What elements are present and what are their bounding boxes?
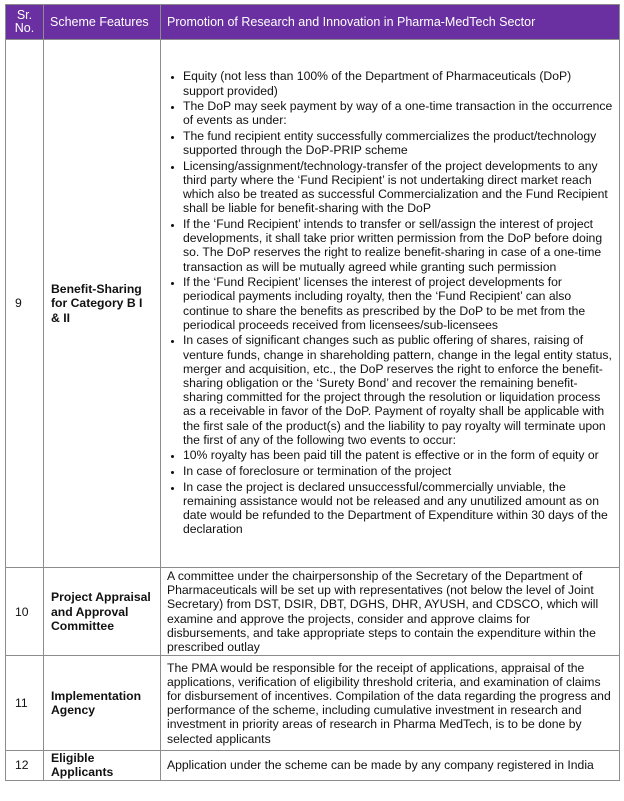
list-item: • In cases of significant changes such as public offering of shares, raising of venture funds, change in shareholding pattern, change in the legal entity status, merger and acquisition, etc., the DoP reserves the right to enforce the benefit-sharing obligation or the ‘Surety Bond’ and recover the remaining benefit-sharing committed for the project through the resolution or liquidation process as a receivable in favor of the DoP. Payment of royalty shall be applicable with the first sale of the product(s) and the liability to pay royalty will terminate upon the first of any of the following two events to occur:	[183, 333, 615, 447]
row-sr-no: 12	[6, 751, 44, 780]
row-sr-no: 9	[6, 40, 44, 568]
list-item: • In case the project is declared unsuccessful/commercially unviable, the remaining assistance would not be released and any unutilized amount as on date would be refunded to the Department of Expenditure within 30 days of the declaration	[183, 480, 615, 537]
row-feature: Project Appraisal and Approval Committee	[44, 568, 161, 656]
list-item: • In case of foreclosure or termination of the project	[183, 464, 615, 478]
table-row-benefit-sharing	[6, 40, 620, 568]
row-text: The PMA would be responsible for the receipt of applications, appraisal of the applications, verification of eligibility threshold criteria, and examination of claims for disbursement of incentives. Compilation of the data regarding the progress and performance of the scheme, including cumulative investment in research and investment in priority areas of research in Pharma MedTech, is to be done by selected applicants	[167, 660, 611, 746]
row-description	[161, 656, 620, 751]
table-row-implementation-agency	[6, 656, 620, 751]
row-description	[161, 40, 620, 568]
header-title: Promotion of Research and Innovation in Pharma-MedTech Sector	[161, 5, 620, 40]
row-feature: Implementation Agency	[44, 656, 161, 751]
scheme-table	[5, 4, 620, 781]
benefit-sharing-list	[167, 69, 615, 536]
table-row-eligible-applicants	[6, 751, 620, 780]
row-description	[161, 751, 620, 780]
header-sr-no: Sr. No.	[6, 5, 44, 40]
list-item: • If the ‘Fund Recipient’ licenses the interest of project developments for periodical payments including royalty, then the ‘Fund Recipient’ can also continue to share the benefits as prescribed by the DoP to be met from the periodical proceeds received from licensees/sub-licensees	[183, 275, 615, 332]
table-header-row	[6, 5, 620, 40]
table-row-appraisal-committee	[6, 568, 620, 656]
row-feature: Eligible Applicants	[44, 751, 161, 780]
list-item: • The fund recipient entity successfully commercializes the product/technology supported through the DoP-PRIP scheme	[183, 129, 615, 157]
list-item: • Licensing/assignment/technology-transfer of the project developments to any third party where the ‘Fund Recipient’ is not undertaking direct market reach which also be treated as successful Commercialization and the Fund Recipient shall be liable for benefit-sharing with the DoP	[183, 159, 615, 216]
row-text: Application under the scheme can be made by any company registered in India	[167, 758, 594, 773]
row-description	[161, 568, 620, 656]
header-scheme-features: Scheme Features	[44, 5, 161, 40]
list-item: • The DoP may seek payment by way of a one-time transaction in the occurrence of events as under:	[183, 99, 615, 127]
row-feature: Benefit-Sharing for Category B I & II	[44, 40, 161, 568]
row-sr-no: 11	[6, 656, 44, 751]
list-item: • If the ‘Fund Recipient’ intends to transfer or sell/assign the interest of project developments, it shall take prior written permission from the DoP before doing so. The DoP reserves the right to realize benefit-sharing in case of a one-time transaction as will be mutually agreed while granting such permission	[183, 217, 615, 274]
list-item: • 10% royalty has been paid till the patent is effective or in the form of equity or	[183, 448, 615, 462]
row-sr-no: 10	[6, 568, 44, 656]
list-item: • Equity (not less than 100% of the Department of Pharmaceuticals (DoP) support provided)	[183, 69, 615, 97]
row-text: A committee under the chairpersonship of the Secretary of the Department of Pharmaceuticals will be set up with representatives (not below the level of Joint Secretary) from DST, DSIR, DBT, DGHS, DHR, AYUSH, and CDSCO, which will examine and approve the projects, consider and approve claims for disbursements, and take appropriate steps to contain the expenditure within the prescribed outlay	[167, 569, 599, 655]
